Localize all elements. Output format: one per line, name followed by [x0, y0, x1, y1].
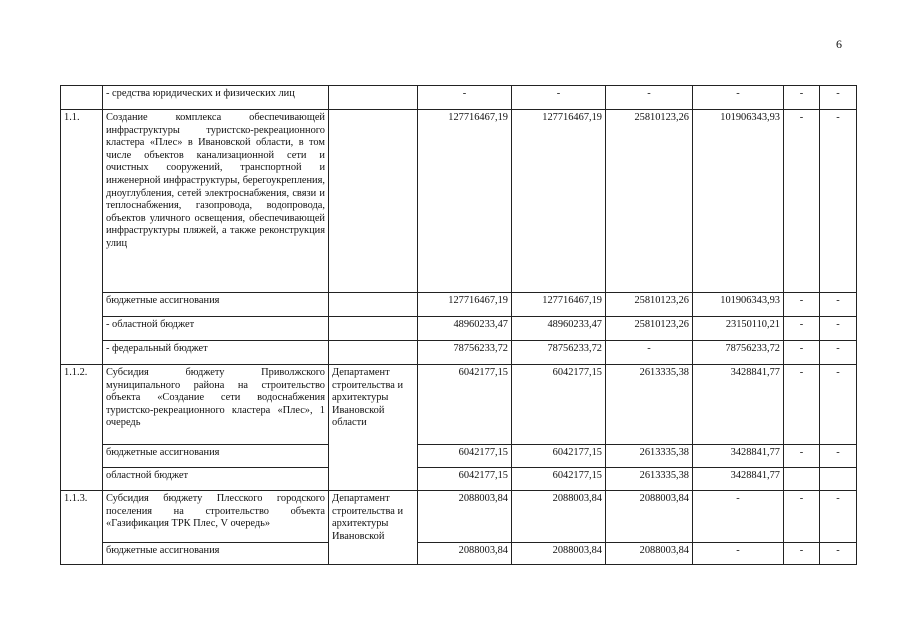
- value-cell: -: [418, 86, 512, 110]
- row-dept: [329, 341, 418, 365]
- value-cell: -: [784, 543, 820, 565]
- value-cell: -: [820, 365, 857, 445]
- row-dept: Департамент строительства и архитектуры Ивановской области: [329, 365, 418, 491]
- value-cell: 2088003,84: [606, 543, 693, 565]
- value-cell: 3428841,77: [693, 365, 784, 445]
- value-cell: 25810123,26: [606, 293, 693, 317]
- table-row: [61, 86, 857, 110]
- value-cell: -: [820, 293, 857, 317]
- value-cell: 2088003,84: [606, 491, 693, 543]
- value-cell: -: [606, 86, 693, 110]
- value-cell: 25810123,26: [606, 110, 693, 293]
- row-name: - областной бюджет: [103, 317, 329, 341]
- value-cell: -: [820, 317, 857, 341]
- value-cell: 3428841,77: [693, 445, 784, 468]
- value-cell: 6042177,15: [418, 468, 512, 491]
- row-dept: Департамент строительства и архитектуры Ивановской: [329, 491, 418, 565]
- value-cell: -: [693, 543, 784, 565]
- value-cell: 25810123,26: [606, 317, 693, 341]
- value-cell: -: [820, 86, 857, 110]
- value-cell: 6042177,15: [418, 445, 512, 468]
- value-cell: 127716467,19: [512, 293, 606, 317]
- value-cell: -: [820, 341, 857, 365]
- row-code: 1.1.3.: [61, 491, 103, 565]
- value-cell: [820, 468, 857, 491]
- value-cell: 6042177,15: [512, 445, 606, 468]
- value-cell: 78756233,72: [418, 341, 512, 365]
- row-code: 1.1.2.: [61, 365, 103, 491]
- value-cell: 6042177,15: [418, 365, 512, 445]
- value-cell: -: [820, 110, 857, 293]
- value-cell: [784, 468, 820, 491]
- value-cell: 48960233,47: [512, 317, 606, 341]
- value-cell: -: [820, 543, 857, 565]
- value-cell: 6042177,15: [512, 468, 606, 491]
- value-cell: 127716467,19: [418, 110, 512, 293]
- row-name: - средства юридических и физических лиц: [103, 86, 329, 110]
- value-cell: 2088003,84: [512, 543, 606, 565]
- value-cell: 78756233,72: [693, 341, 784, 365]
- row-code: [61, 86, 103, 110]
- value-cell: 2613335,38: [606, 468, 693, 491]
- row-name: - федеральный бюджет: [103, 341, 329, 365]
- row-name: бюджетные ассигнования: [103, 445, 329, 468]
- value-cell: 2613335,38: [606, 365, 693, 445]
- value-cell: 2088003,84: [418, 491, 512, 543]
- table-row: [61, 293, 857, 317]
- table-row: [61, 445, 857, 468]
- row-dept: [329, 86, 418, 110]
- value-cell: -: [784, 341, 820, 365]
- row-name: Создание комплекса обеспечивающей инфраструктуры туристско-рекреационного кластера «Плес» в Ивановской области, в том числе объектов канализационной сети и очистных сооружений, транспортной и инженерной инфраструктуры, берегоукрепления, дноуглубления, сетей электроснабжения, связи и теплоснабжения, газопровода, водопровода, объектов уличного освещения, обеспечивающей инфраструктуры пляжей, а также реконструкция улиц: [103, 110, 329, 293]
- row-code: 1.1.: [61, 110, 103, 365]
- row-name: бюджетные ассигнования: [103, 293, 329, 317]
- row-dept: [329, 110, 418, 293]
- value-cell: -: [784, 445, 820, 468]
- value-cell: -: [784, 365, 820, 445]
- value-cell: 23150110,21: [693, 317, 784, 341]
- row-dept: [329, 293, 418, 317]
- value-cell: -: [512, 86, 606, 110]
- value-cell: -: [784, 293, 820, 317]
- table-row: [61, 365, 857, 445]
- value-cell: 3428841,77: [693, 468, 784, 491]
- row-name: Субсидия бюджету Плесского городского поселения на строительство объекта «Газификация ТРК Плес, V очередь»: [103, 491, 329, 543]
- table-row: [61, 341, 857, 365]
- row-dept: [329, 317, 418, 341]
- value-cell: -: [820, 491, 857, 543]
- table-row: [61, 317, 857, 341]
- value-cell: 48960233,47: [418, 317, 512, 341]
- row-name: Субсидия бюджету Приволжского муниципального района на строительство объекта «Создание сети водоснабжения туристско-рекреационного кластера «Плес», 1 очередь: [103, 365, 329, 445]
- value-cell: 2613335,38: [606, 445, 693, 468]
- table-row: [61, 110, 857, 293]
- value-cell: -: [784, 317, 820, 341]
- table-row: [61, 468, 857, 491]
- value-cell: -: [820, 445, 857, 468]
- value-cell: 127716467,19: [512, 110, 606, 293]
- value-cell: -: [606, 341, 693, 365]
- table-row: [61, 543, 857, 565]
- value-cell: -: [784, 110, 820, 293]
- value-cell: 6042177,15: [512, 365, 606, 445]
- value-cell: 101906343,93: [693, 110, 784, 293]
- value-cell: 78756233,72: [512, 341, 606, 365]
- value-cell: 101906343,93: [693, 293, 784, 317]
- value-cell: -: [693, 86, 784, 110]
- value-cell: -: [784, 86, 820, 110]
- table-row: [61, 491, 857, 543]
- value-cell: 2088003,84: [418, 543, 512, 565]
- value-cell: 2088003,84: [512, 491, 606, 543]
- row-name: бюджетные ассигнования: [103, 543, 329, 565]
- value-cell: -: [693, 491, 784, 543]
- value-cell: 127716467,19: [418, 293, 512, 317]
- row-name: областной бюджет: [103, 468, 329, 491]
- budget-table: [60, 85, 857, 565]
- page-number: 6: [836, 37, 842, 51]
- value-cell: -: [784, 491, 820, 543]
